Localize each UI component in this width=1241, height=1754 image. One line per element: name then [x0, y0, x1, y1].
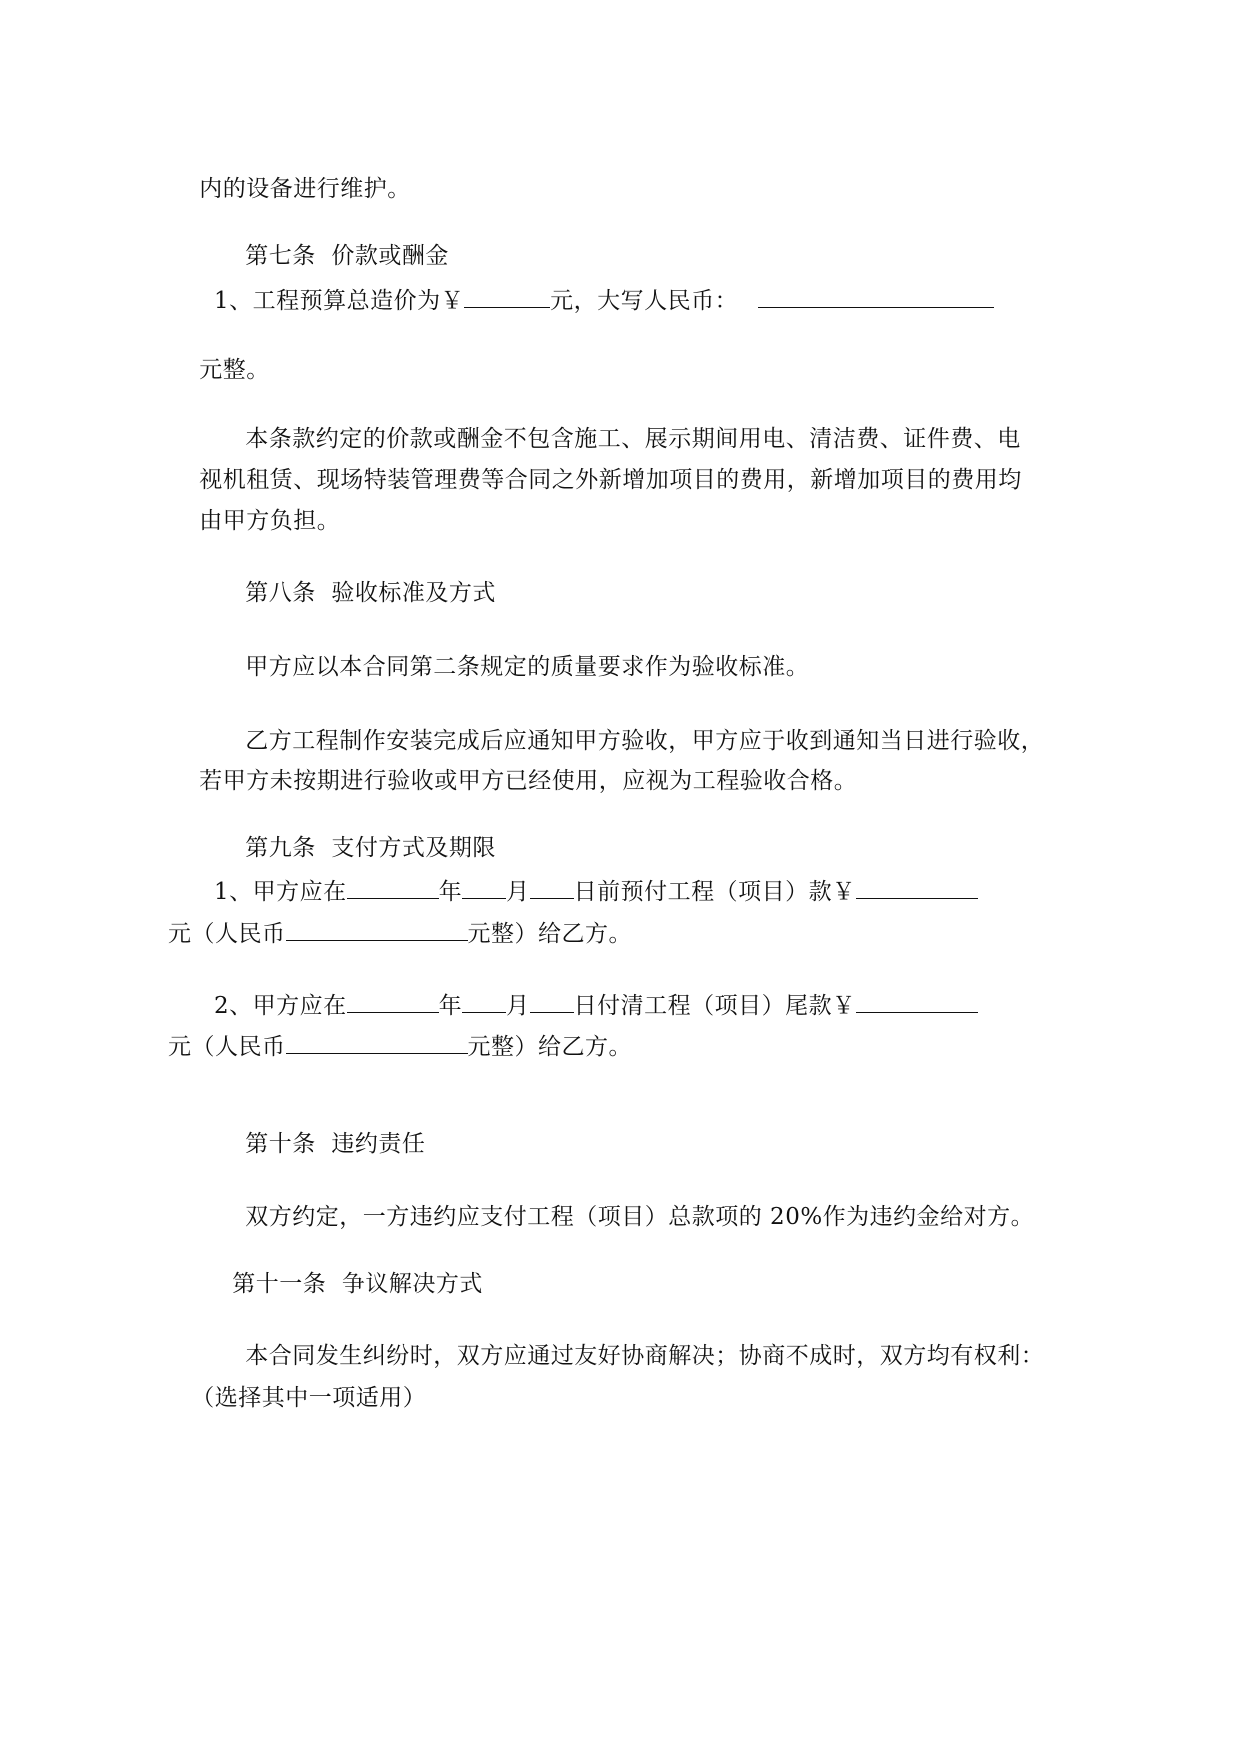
text: 元（人民币 — [168, 921, 286, 947]
text: 年 — [438, 993, 463, 1019]
final-day-blank[interactable] — [530, 990, 574, 1013]
text: 由甲方负担。 — [199, 508, 341, 534]
text: 元整。 — [199, 357, 270, 383]
article-9-clause-2 — [214, 990, 978, 1021]
heading-text: 第十条 违约责任 — [245, 1131, 426, 1157]
text: 乙方工程制作安装完成后应通知甲方验收，甲方应于收到通知当日进行验收， — [245, 728, 1045, 754]
text: 月 — [506, 879, 530, 905]
advance-amount-words-blank[interactable] — [286, 918, 468, 941]
heading-text: 第九条 支付方式及期限 — [245, 835, 496, 861]
text: 1、甲方应在 — [214, 879, 347, 905]
text: 元整）给乙方。 — [467, 921, 632, 947]
text: 元整）给乙方。 — [467, 1034, 632, 1060]
article-9-clause-1-line-2 — [168, 918, 632, 949]
advance-amount-blank[interactable] — [856, 876, 978, 899]
heading-text: 第十一条 争议解决方式 — [232, 1271, 483, 1297]
text: 本条款约定的价款或酬金不包含施工、展示期间用电、清洁费、证件费、电 — [245, 426, 1021, 452]
final-amount-blank[interactable] — [856, 990, 978, 1013]
article-7-clause-1 — [214, 285, 994, 316]
article-9-clause-2-line-2 — [168, 1031, 632, 1062]
text: 1、工程预算总造价为￥ — [214, 288, 465, 314]
text: 本合同发生纠纷时，双方应通过友好协商解决；协商不成时，双方均有权利： — [245, 1343, 1045, 1369]
total-price-words-blank[interactable] — [758, 285, 994, 308]
final-month-blank[interactable] — [462, 990, 506, 1013]
heading-text: 第七条 价款或酬金 — [245, 243, 449, 269]
text: 视机租赁、现场特装管理费等合同之外新增加项目的费用，新增加项目的费用均 — [199, 467, 1022, 493]
advance-year-blank[interactable] — [347, 876, 439, 899]
text: 若甲方未按期进行验收或甲方已经使用，应视为工程验收合格。 — [199, 768, 858, 794]
text: 元（人民币 — [168, 1034, 286, 1060]
text: 2、甲方应在 — [214, 993, 347, 1019]
text: 内的设备进行维护。 — [199, 176, 411, 202]
text: 日前预付工程（项目）款￥ — [573, 879, 856, 905]
final-year-blank[interactable] — [347, 990, 439, 1013]
article-11-paragraph-1-line-2 — [160, 1353, 426, 1443]
advance-month-blank[interactable] — [462, 876, 506, 899]
text: （选择其中一项适用） — [191, 1385, 427, 1411]
final-amount-words-blank[interactable] — [286, 1031, 468, 1054]
article-9-clause-1 — [214, 876, 978, 907]
advance-day-blank[interactable] — [530, 876, 574, 899]
text: 月 — [506, 993, 530, 1019]
text: 日付清工程（项目）尾款￥ — [573, 993, 856, 1019]
text: 甲方应以本合同第二条规定的质量要求作为验收标准。 — [245, 654, 810, 680]
text: 双方约定，一方违约应支付工程（项目）总款项的 20%作为违约金给对方。 — [245, 1204, 1035, 1230]
text: 元，大写人民币： — [550, 288, 739, 314]
heading-text: 第八条 验收标准及方式 — [245, 580, 496, 606]
total-price-amount-blank[interactable] — [464, 285, 550, 308]
text: 年 — [438, 879, 463, 905]
